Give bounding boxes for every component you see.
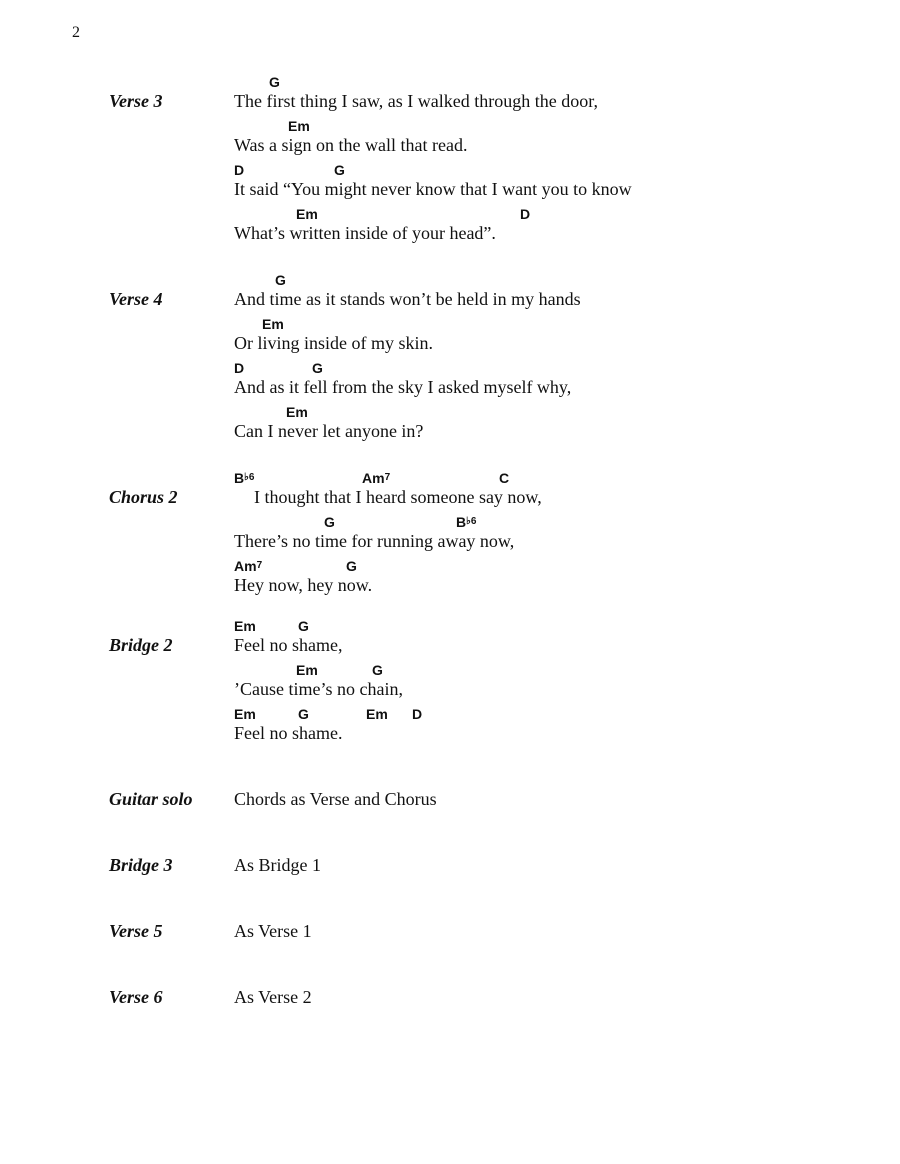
section-label: Guitar solo xyxy=(109,789,193,809)
chord-row xyxy=(234,206,874,224)
lyric-text: And as it fell from the sky I asked myself why, xyxy=(234,377,572,397)
chord: Em xyxy=(366,706,388,722)
chord: G xyxy=(298,618,309,634)
lyric-line xyxy=(234,316,874,360)
chord-root: Am xyxy=(234,558,257,574)
lyric-line xyxy=(234,118,874,162)
chord: G xyxy=(312,360,323,376)
lyric-line xyxy=(234,74,874,118)
lyric-line xyxy=(234,706,874,750)
chord: Em xyxy=(296,662,318,678)
lyric-text: Can I never let anyone in? xyxy=(234,421,424,441)
chord-row xyxy=(234,514,874,532)
chord-row xyxy=(234,316,874,334)
lyric-text: I thought that I heard someone say now, xyxy=(254,487,542,507)
chord-root: G xyxy=(324,514,335,530)
chord: Em xyxy=(288,118,310,134)
lyric-text: What’s written inside of your head”. xyxy=(234,223,496,243)
chord: G xyxy=(275,272,286,288)
chord-extension: 6 xyxy=(470,516,477,527)
chord: Em xyxy=(234,618,256,634)
chord-row xyxy=(234,162,874,180)
chord xyxy=(234,470,254,486)
section-label: Bridge 3 xyxy=(109,855,173,875)
chord: Em xyxy=(262,316,284,332)
page-number: 2 xyxy=(72,24,80,41)
chord-extension: 7 xyxy=(256,560,263,571)
chord: G xyxy=(298,706,309,722)
section-text: Chords as Verse and Chorus xyxy=(234,789,437,809)
lyric-line xyxy=(234,404,874,448)
lyric-line xyxy=(234,662,874,706)
chord: Em xyxy=(234,706,256,722)
section-label: Verse 6 xyxy=(109,987,163,1007)
section-label: Verse 5 xyxy=(109,921,163,941)
chord-row xyxy=(234,272,874,290)
chord-root: B xyxy=(234,470,245,486)
chord: Em xyxy=(286,404,308,420)
lyric-text: Or living inside of my skin. xyxy=(234,333,433,353)
section-text: As Verse 1 xyxy=(234,921,312,941)
chord: G xyxy=(334,162,345,178)
chord: D xyxy=(234,162,245,178)
chord-accidental: ♭ xyxy=(244,472,249,483)
lyric-line xyxy=(234,618,874,662)
lyric-text: Hey now, hey now. xyxy=(234,575,373,595)
chord: G xyxy=(269,74,280,90)
lyric-line xyxy=(234,514,874,558)
chord-root: C xyxy=(499,470,510,486)
lyric-text: The first thing I saw, as I walked through the door, xyxy=(234,91,599,111)
lyric-line xyxy=(234,162,874,206)
chord-root: Am xyxy=(362,470,385,486)
chord-row xyxy=(234,558,874,576)
chord: G xyxy=(372,662,383,678)
lyric-text: There’s no time for running away now, xyxy=(234,531,515,551)
chord-row xyxy=(234,404,874,422)
lyric-text: Feel no shame. xyxy=(234,723,343,743)
section-label: Verse 3 xyxy=(109,91,163,111)
chord xyxy=(499,470,509,486)
section-label: Bridge 2 xyxy=(109,635,173,655)
chord-row xyxy=(234,74,874,92)
lyric-line xyxy=(234,272,874,316)
chord-row xyxy=(234,662,874,680)
chord: Em xyxy=(296,206,318,222)
chord-row xyxy=(234,706,874,724)
lyric-text: ’Cause time’s no chain, xyxy=(234,679,403,699)
chord: D xyxy=(412,706,423,722)
chord xyxy=(456,514,476,530)
chord-root: G xyxy=(346,558,357,574)
lyric-text: And time as it stands won’t be held in my hands xyxy=(234,289,581,309)
chord xyxy=(346,558,357,574)
lyric-line xyxy=(234,360,874,404)
chord-row xyxy=(234,360,874,378)
chord-row xyxy=(234,470,874,488)
lyric-line xyxy=(234,470,874,514)
chord: D xyxy=(520,206,531,222)
chord xyxy=(234,558,262,574)
section-text: As Bridge 1 xyxy=(234,855,321,875)
chord-root: B xyxy=(456,514,467,530)
chord-extension: 7 xyxy=(384,472,391,483)
chord-row xyxy=(234,118,874,136)
chord-row xyxy=(234,618,874,636)
lyric-text: Was a sign on the wall that read. xyxy=(234,135,468,155)
lyric-text: Feel no shame, xyxy=(234,635,343,655)
section-label: Verse 4 xyxy=(109,289,163,309)
chord: D xyxy=(234,360,245,376)
chord xyxy=(362,470,390,486)
lyric-line xyxy=(234,206,874,250)
lyric-text: It said “You might never know that I want you to know xyxy=(234,179,632,199)
chord xyxy=(324,514,335,530)
section-text: As Verse 2 xyxy=(234,987,312,1007)
section-label: Chorus 2 xyxy=(109,487,178,507)
lyric-line xyxy=(234,558,874,602)
chord-accidental: ♭ xyxy=(466,516,471,527)
chord-extension: 6 xyxy=(248,472,255,483)
